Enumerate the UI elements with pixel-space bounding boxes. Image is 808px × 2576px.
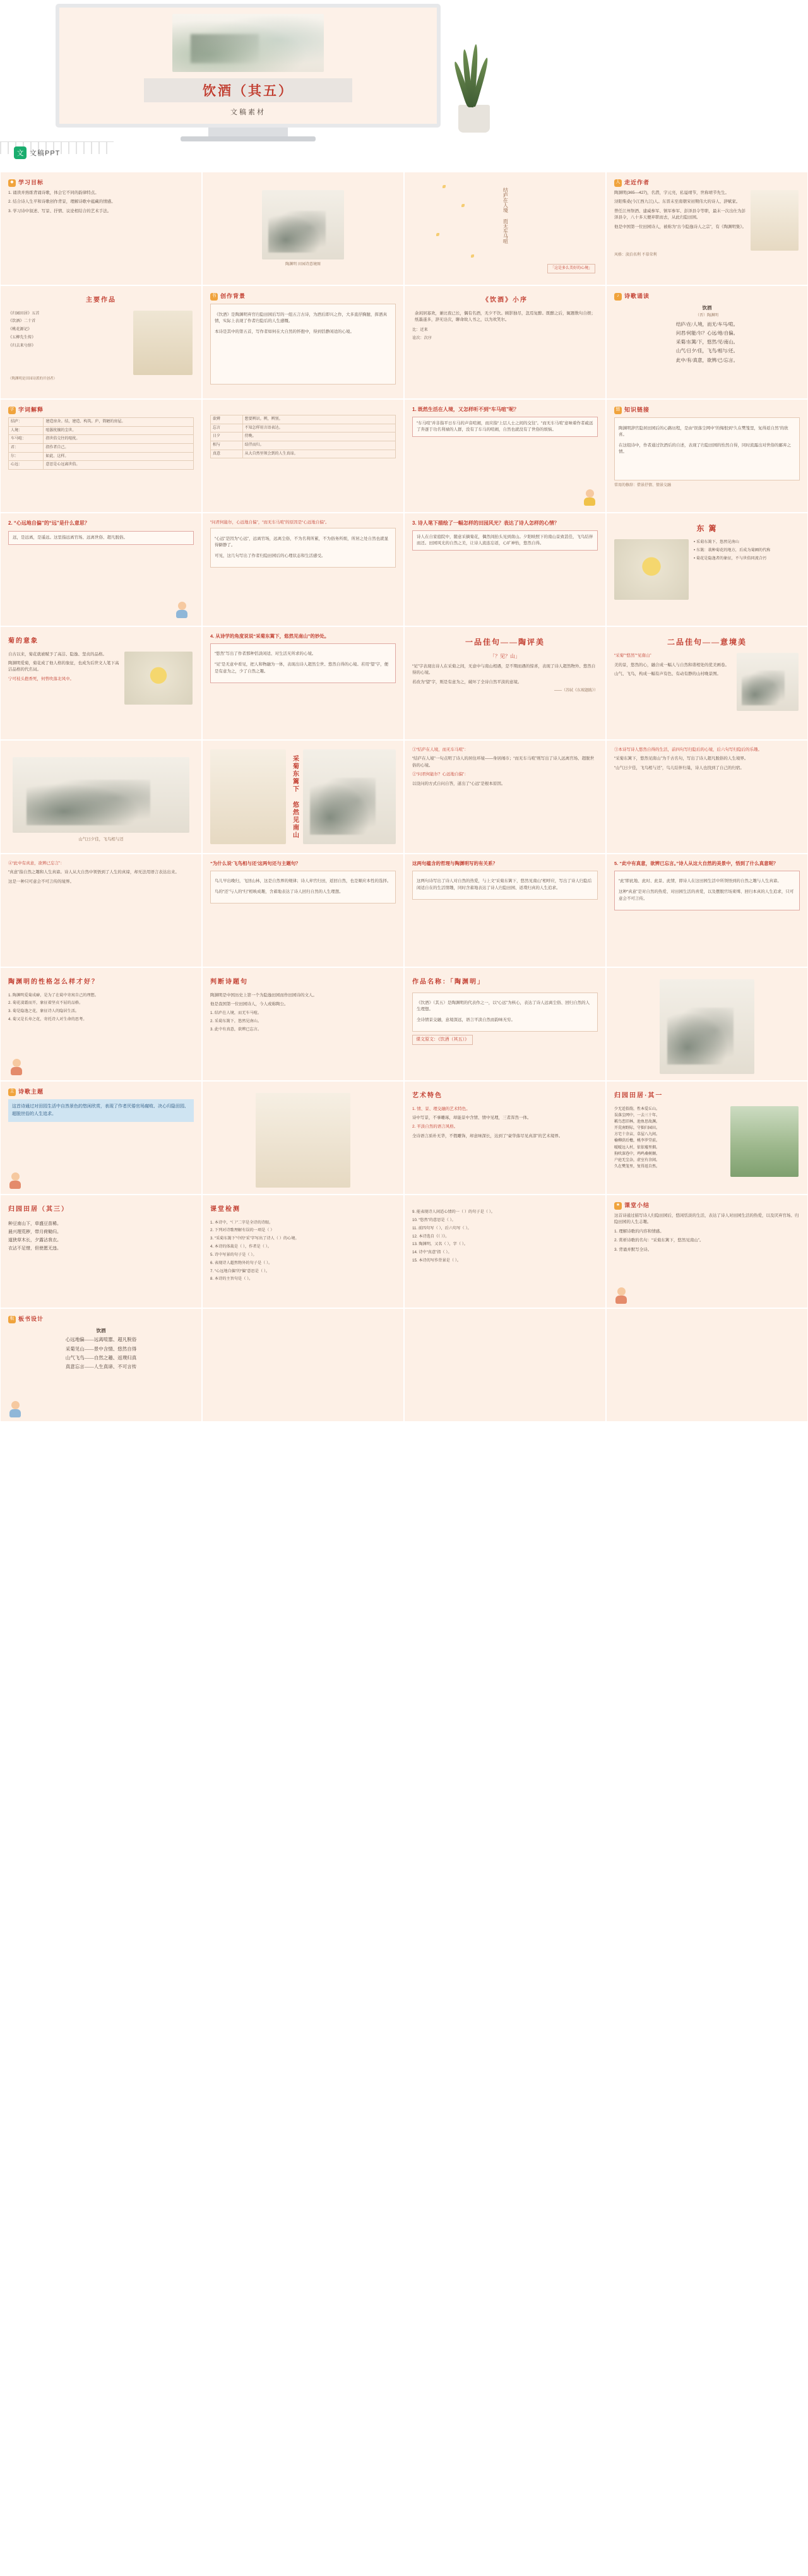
kid-illustration [9,1059,23,1075]
slide-heading: 板书设计 [18,1316,44,1322]
slide-line: 在这组诗中，作者通过饮酒后的自述，表现了归隐田园的怡然自得，同时流露出对世俗的鄙弃之情。 [619,443,791,455]
slide-title: 判断诗题句 [210,979,248,986]
ink-landscape-image [262,190,344,259]
page-subtitle: 文稿素材 [230,109,266,116]
slide-line: 若改为“望”字，则是有意为之，破坏了全诗自然平淡的意境。 [412,679,522,684]
explain-box [412,993,598,1032]
note-item: • 菊花是隐逸者的象征，不与世俗同流合污 [694,556,767,561]
brand-logo [14,146,60,159]
answer-box [210,643,396,683]
quiz-item: 11. 前四句写（ ），后六句写（ ）。 [412,1225,472,1231]
answer-box [412,417,598,438]
slide-placeholder [202,1308,404,1422]
flag-icon: 主 [8,1088,16,1096]
work-note: （陶渊明是田园诗派的开创者） [8,376,57,381]
slide-thumbnail[interactable] [202,740,404,854]
citation: ——（苏轼《东坡题跋》） [554,689,598,693]
list-item: 4. 菊又是长寿之花，寄托诗人对生命的思考。 [8,1017,87,1022]
slide-line: “采菊东篱下，悠然见南山”为千古名句，写出了诗人超凡脱俗的人生境界。 [614,756,749,761]
cover-illustration [172,14,324,72]
word-def: 意思是心远离世俗。 [44,461,194,470]
slide-thumbnail[interactable] [0,285,202,399]
slide-line: 他是我国第一位田园诗人，今人或称陶公。 [210,1001,288,1006]
image-caption: 山气日夕佳，飞鸟相与还 [78,837,124,842]
answer-text: 这种“真意”是对自然的热爱、对田园生活的喜爱，以及摆脱官场束缚、回归本真的人生追求，只可意会不可言传。 [619,890,794,901]
word-def: 喧嚣扰攘的尘世。 [44,426,194,435]
poem-line: 问君/何能/尔？心远/地/自偏。 [675,330,739,336]
slide-thumbnail[interactable] [606,513,808,626]
slide-line: 全诗情景交融，意境深远，语言平淡自然而韵味无穷。 [417,1018,515,1023]
slide-title: 东 篱 [696,524,718,533]
slide-thumbnail[interactable] [202,1195,404,1308]
slide-line: 自古以来，菊花就被赋予了高洁、隐逸、坚贞的品格。 [8,652,107,657]
slide-title: 陶渊明的性格怎么样才好？ [8,979,99,986]
word-term: 车马喧： [9,435,44,444]
slide-thumbnail[interactable] [606,967,808,1081]
work-item: 《桃花源记》 [8,327,32,332]
slide-thumbnail[interactable] [404,740,606,854]
scholar-figure-image [210,749,286,844]
slide-line: 曾任江州祭酒、建威参军、镇军参军、彭泽县令等职，最末一次出仕为彭泽县令，八十多天便弃职而去，从此归隐田园。 [614,208,746,220]
slide-thumbnail[interactable] [404,854,606,967]
work-item: 《归去来兮辞》 [8,343,36,348]
poem-line: 羁鸟恋旧林，池鱼思故渊。 [614,1119,660,1124]
slide-line: 陶渊明辞官隐居田园后的心路历程，是由“误落尘网中”的悔恨到“久在樊笼里，复得返自然”的欣喜。 [619,426,788,437]
slide-heading: 诗歌诵读 [624,293,650,299]
plant-decoration [449,44,499,133]
slide-line: 以设问的方式自问自答，道出了“心远”是根本原因。 [412,781,506,786]
slide-thumbnail[interactable] [606,285,808,399]
poem-line: 山气飞鸟——自然之趣、返璞归真 [65,1354,137,1361]
slide-title: 课堂检测 [210,1206,241,1213]
quiz-item: 12. 本诗选自《（ ）》。 [412,1234,449,1239]
slide-thumbnail[interactable] [606,740,808,854]
poem-line: 户庭无尘杂，虚室有余闲。 [614,1159,660,1162]
slide-thumbnail[interactable] [202,1081,404,1195]
answer-text: “此”即此地、此时、此景、此情，即诗人在这田园生活中所领悟到的自然之趣与人生真谛。 [619,879,781,884]
ink-willow-image [660,979,754,1074]
word-def: 指世俗交往的喧扰。 [44,435,194,444]
slide-heading: 课堂小结 [624,1202,650,1208]
note-item: • 采菊东篱下，悠然见南山 [694,540,739,545]
speaker-icon: ♪ [614,293,622,301]
slide-line: 浔阳柴桑(今江西九江)人。东晋末至南朝宋初期伟大的诗人、辞赋家。 [614,200,740,205]
quiz-item: 15. 本诗的写作背景是（ ）。 [412,1258,461,1263]
answer-text: “见”是无意中看见，把人和物融为一体，表现出诗人超然尘世、悠然自得的心境。若用“望”字，便是有意为之，少了自然之趣。 [215,662,389,674]
poem-line: 山气/日夕/佳，飞鸟/相与/还。 [675,348,739,354]
board-icon: 板 [8,1316,16,1323]
slide-thumbnail[interactable] [202,854,404,967]
question-text: 4. 从诗学的角度说说“采菊东篱下，悠然见南山”的妙处。 [210,633,330,639]
word-note: 比：近来 [412,328,428,333]
explain-box [210,528,396,568]
quiz-item: 1. 本诗中，“（ ）”二字是全诗的诗眼。 [210,1220,273,1225]
slide-line: 陶渊明(365—427)，名潜，字元亮，私谥靖节，世称靖节先生。 [614,191,730,196]
slide-thumbnail[interactable] [202,513,404,626]
green-field-image [730,1106,799,1177]
hero-banner [0,0,808,172]
explain-box [412,871,598,900]
slide-thumbnail[interactable] [404,399,606,513]
slide-thumbnail[interactable] [404,513,606,626]
slide-thumbnail[interactable] [202,172,404,285]
cover-title-band [144,78,352,102]
slide-line: 1. 理解诗歌的内容和情感。 [614,1229,664,1234]
slide-heading: 创作背景 [220,293,246,299]
slide-poem-line: 宁可枝头抱香死，何曾吹落北风中。 [8,676,74,681]
slide-thumbnail[interactable] [404,967,606,1081]
slide-thumbnail[interactable] [606,854,808,967]
slide-subtitle: 「？见？山」 [490,653,520,660]
slide-line: 这首诗通过描写诗人归隐田园后，悠闲恬淡的生活，表达了诗人对田园生活的热爱，以及厌弃官场、归隐田园的人生志趣。 [614,1213,799,1225]
quiz-item: 2. 下列对诗歌理解有误的一项是（ ） [210,1228,275,1233]
quiz-item: 7. “心远地自偏”的“偏”意思是（ ）。 [210,1268,270,1273]
poem-line: 心远地偏——远离喧嚣、超凡脱俗 [65,1337,137,1343]
poem-line: 狗吠深巷中，鸡鸣桑树颠。 [614,1152,660,1156]
slide-line: 这是一种只可意会不可言传的境界。 [8,879,74,884]
link-note: 常用的修辞：借景抒情、情景交融 [614,484,672,488]
slide-line: 诗中写景，不事雕琢，却能景中含情、情中见理，三者浑然一体。 [412,1115,532,1120]
slide-line: ③本诗写诗人悠然自得的生活，前四句写归隐后的心境，后六句写归隐后的乐趣。 [614,748,762,752]
slide-thumbnail[interactable] [0,1308,202,1422]
poem-line: 采菊/东篱/下，悠然/见/南山。 [675,339,739,345]
slide-thumbnail[interactable] [202,967,404,1081]
slide-title: 艺术特色 [412,1092,443,1099]
quiz-item: 5. 诗中写景的句子是（ ）。 [210,1252,257,1257]
slide-subtitle: “采菊”“悠然”“见南山” [614,653,651,659]
slide-thumbnail[interactable] [0,740,202,854]
chrysanthemum-image [614,539,689,600]
word-term: 日夕 [211,432,243,441]
quiz-item: 13. 陶渊明，又名（ ），字（ ）。 [412,1242,468,1247]
kid-illustration [175,602,189,618]
slide-thumbnail[interactable] [202,399,404,513]
slide-line: 山气、飞鸟，构成一幅有声有色、有动有静的山村晚景图。 [614,672,721,677]
question-text: 2. “心远地自偏”的“远”是什么意思？ [8,520,90,526]
answer-text: 远，是远离，是遥远。这里指远离官场、远离世俗、超凡脱俗。 [13,535,128,540]
slide-thumbnail[interactable] [404,1081,606,1195]
quiz-item: 9. 能表现诗人闲适心情的一（ ）的句子是（ ）。 [412,1210,495,1214]
slide-thumbnail[interactable] [0,626,202,740]
word-term: 结庐： [9,418,44,427]
slide-line: 2. 结合诗人生平和诗歌创作背景，理解诗歌中蕴藏的情感。 [8,200,116,205]
slide-heading: 诗歌主题 [18,1088,44,1095]
answer-box [412,530,598,551]
poem-line: 误落尘网中，一去三十年。 [614,1113,660,1118]
answer-text: “车马喧”并非指平日车马的声音喧闹，而应指“上层人士之间的交往”。“而无车马喧”意味着作者疏远了奔逐于功名利禄的人群，没有了车马的喧闹，自然也就没有了世俗的烦恼。 [417,420,593,432]
source-note: 课文原文：《饮酒（其五）》 [412,1035,473,1045]
poem-line: 开荒南野际，守拙归园田。 [614,1126,660,1131]
word-term: 欲辨 [211,415,243,424]
page-title: 饮酒（其五） [203,83,294,98]
ink-mountain-image [303,749,396,844]
slide-title: “为什么说‘飞鸟相与还’这两句还与主题句？ [210,861,300,866]
poem-line: 此中/有/真意，欲辨/已/忘言。 [675,357,739,363]
slide-line: 陶渊明爱菊，菊花成了他人格的象征，也成为后世文人笔下高洁品格的代名词。 [8,660,119,672]
slide-thumbnail[interactable] [0,513,202,626]
quiz-item: 10. “悠然”的意思是（ ）。 [412,1217,456,1222]
slide-line: 陶渊明是中国历史上第一个为隐逸田园而作田园诗的文人。 [210,993,317,998]
slide-line: “山气日夕佳，飞鸟相与还”，鸟儿结伴归巢，诗人也找到了自己的归宿。 [614,765,744,770]
slide-heading: 知识链接 [624,407,650,413]
author-style-note: 风格：淡泊名利 不慕荣利 [614,253,657,258]
answer-text: “悠然”写出了作者那种恬淡闲适、对生活无所求的心境。 [215,652,316,657]
quiz-item: 4. 本诗的体裁是（ ），作者是（ ）。 [210,1244,271,1249]
slide-placeholder [606,1308,808,1422]
answer-text: 诗人在自家庭院中，随意采摘菊花，偶然间抬头见到南山。夕阳映照下的南山景致甚佳，飞鸟结伴而还。田园风光的自然之美，让诗人流连忘返，心旷神怡，悠然自得。 [417,534,593,546]
word-def: 不知怎样用言语表达。 [242,424,395,432]
list-item: 1. 结庐在人境，而无车马喧。 [210,1011,262,1016]
slide-line: “结庐在人境”一句点明了诗人的居住环境——身居闹市；“而无车马喧”则写出了诗人远离官场、超脱世俗的心境。 [412,756,595,768]
slide-line: “心远”是因为“心远”，远离官场，远离尘俗，不为名利所累，不为俗务所烦，所居之处自然也就显得僻静了。 [215,536,389,548]
link-icon: 链 [614,407,622,414]
slide-heading: 字词解释 [18,407,44,413]
slide-line: 鸟的“还”与人的“归”相映成趣，含蓄地表达了诗人回归自然的人生理想。 [215,890,343,895]
theme-box: 这首诗通过对田园生活中自然景色的悠闲欣赏，表现了作者厌倦官场腐败、决心归隐田园、超脱世俗的人生追求。 [8,1099,194,1122]
work-item: 《五柳先生传》 [8,335,36,340]
slide-grid [0,172,808,1422]
slide-line: “真意”指自然之趣和人生真谛。诗人从大自然中领悟到了人生的真谛，却无法用语言表达出来。 [8,870,179,875]
slide-thumbnail[interactable] [0,1081,202,1195]
quiz-item: 3. “采菊东篱下”中的“采”字写出了诗人（ ）的心境。 [210,1236,299,1241]
explain-box [210,871,396,903]
word-def: 指作者自己。 [44,444,194,453]
poem-note: 「这是多么美好的心境」 [547,264,595,273]
slide-line: 余闲居寡欢，兼比夜已长，偶有名酒，无夕不饮。顾影独尽，忽焉复醉。既醉之后，辄题数句自娱；纸墨遂多，辞无诠次，聊命故人书之，以为欢笑尔。 [415,311,595,322]
slide-thumbnail[interactable] [606,399,808,513]
chrysanthemum-image [124,652,193,705]
slide-line: 3. 背诵并默写全诗。 [614,1247,652,1252]
slide-thumbnail[interactable] [404,1195,606,1308]
word-def: 建造房舍。结，建造、构筑。庐，简陋的房屋。 [44,418,194,427]
poem-line: 久在樊笼里，复得返自然。 [614,1165,660,1169]
slide-line: 1. 诵读并熟练背诵诗歌，体会它不同的韵律特点。 [8,191,99,196]
author-icon: 人 [614,179,622,187]
poem-line: 榆柳荫后檐，桃李罗堂前。 [614,1139,660,1143]
slide-title: 菊的意象 [8,638,39,645]
slide-thumbnail[interactable] [606,172,808,285]
slide-thumbnail[interactable] [404,172,606,285]
slide-thumbnail[interactable] [0,1195,202,1308]
question-text: 3. 诗人笔下描绘了一幅怎样的田园风光？表达了诗人怎样的心情？ [412,520,559,526]
monitor-mockup [56,4,441,128]
slide-title: 《饮酒》小序 [482,297,528,304]
quiz-item: 14. 诗中“真意”指（ ）。 [412,1250,452,1255]
slide-title: 二品佳句——意境美 [667,638,747,647]
slide-thumbnail[interactable] [0,172,202,285]
slide-line: 他是中国第一位田园诗人，被称为“古今隐逸诗人之宗”，有《陶渊明集》。 [614,224,747,229]
slide-line: 全诗语言质朴无华，不假雕饰，却意味深长，达到了“豪华落尽见真淳”的艺术境界。 [412,1133,563,1138]
poem-line: 晨兴理荒秽，带月荷锄归。 [8,1229,61,1234]
work-item: 《饮酒》二十首 [8,319,36,324]
slide-placeholder [404,1308,606,1422]
poem-line: 衣沾不足惜，但使愿无违。 [8,1246,61,1251]
slide-line: 3. 学习诗中叙述、写景、抒情、议论相结合的艺术手法。 [8,208,112,213]
poem-author: （晋）陶渊明 [695,314,718,318]
word-term: 人境： [9,426,44,435]
slide-thumbnail[interactable] [0,854,202,967]
word-term: 尔： [9,452,44,461]
question-text: 5. “此中有真意，欲辨已忘言。”诗人从这大自然的美景中，悟到了什么真意呢？ [614,861,778,866]
ink-painting-image [737,653,799,711]
slide-thumbnail[interactable] [0,967,202,1081]
word-table [210,415,396,458]
slide-title: 归园田居（其三） [8,1206,69,1213]
list-item: 1. 陶渊明爱菊成癖，是为了在菊中寄寓自己的理想。 [8,993,99,998]
poem-line: 结庐/在/人境，而无/车马/喧。 [675,321,739,327]
word-term: 真意 [211,450,243,458]
poem-line: 少无适俗韵，性本爱丘山。 [614,1107,660,1111]
slide-title: 作品名称：「陶渊明」 [412,979,485,986]
logo-text: 文稿PPT [30,150,61,157]
question-text: 1. 既然生活在人境，又怎样听不到“车马喧”呢？ [412,407,519,412]
list-item: 3. 此中有真意，欲辨已忘言。 [210,1027,262,1032]
poem-title: 饮酒 [702,305,712,311]
slide-line: ②“问君何能尔？心远地自偏”： [412,772,468,777]
quiz-item: 8. 本诗的主旨句是（ ）。 [210,1277,253,1282]
vertical-title: 采菊东篱下 悠然见南山 [291,754,299,839]
slide-thumbnail[interactable] [0,399,202,513]
poem-title: 饮酒 [96,1328,106,1334]
quiz-item: 6. 表现诗人超然物外的句子是（ ）。 [210,1260,273,1265]
slide-heading: 学习目标 [18,179,44,186]
word-term: 君： [9,444,44,453]
vertical-poem: 结庐在人境 而无车马喧 [502,188,509,244]
work-item: 《归园田居》五首 [8,311,40,316]
slide-line: 美的景，悠然的心，融合成一幅人与自然和谐相处的优美画卷。 [614,662,729,667]
list-item: 2. 采菊东篱下，悠然见南山。 [210,1019,262,1024]
word-term: 相与 [211,441,243,450]
word-term: 忘言 [211,424,243,432]
star-icon: ★ [614,1202,622,1210]
list-item: 3. 菊是隐逸之花，象征诗人的隐居生活。 [8,1009,80,1014]
works-illustration [133,311,193,375]
logo-mark: 文 [14,146,27,159]
slide-line: 鸟儿早出晚归，飞回山林，这是自然界的规律；诗人弃官归田，返回自然，也是顺应本性的选择。 [215,879,391,884]
slide-title: 一品佳句——陶评美 [465,638,545,647]
slide-line: 1. 情、景、理交融的艺术特色。 [412,1106,470,1111]
slide-line: ①“结庐在人境，而无车马喧”： [412,748,468,752]
image-caption: 陶渊明 田园诗意境图 [285,263,321,266]
word-def: 傍晚。 [242,432,395,441]
poem-line: 方宅十余亩，草屋八九间。 [614,1133,660,1137]
word-def: 从大自然里领会到的人生真谛。 [242,450,395,458]
word-def: 如此、这样。 [44,452,194,461]
kid-illustration [8,1401,22,1417]
slide-heading: 主要作品 [86,297,116,304]
poem-line: 采菊见山——景中含情、悠然自得 [65,1345,137,1352]
slide-title: 这两句蕴含的哲理与陶渊明写的有关系？ [412,861,497,866]
slide-line: “见”字表现出诗人在采菊之间，无意中与南山相遇，是不期而遇的惊喜，表现了诗人超然物外、悠然自得的心境。 [412,664,596,676]
slide-title: 归园田居·其一 [614,1092,663,1099]
word-table [8,417,194,470]
author-portrait-image [751,190,799,251]
slide-heading: 走近作者 [624,179,650,186]
answer-box [8,531,194,545]
kid-illustration [8,1172,22,1189]
slide-line: 《饮酒》（其五）是陶渊明的代表作之一，以“心远”为核心，表达了诗人远离尘俗、回归自然的人生理想。 [417,1001,590,1012]
poem-line: 真意忘言——人生真谛、不可言传 [65,1364,137,1370]
slide-thumbnail[interactable] [606,626,808,740]
monitor-base [181,136,316,141]
kid-illustration [583,489,597,506]
poem-line: 种豆南山下，草盛豆苗稀。 [8,1220,61,1226]
word-def: 结伴而归。 [242,441,395,450]
word-term: 心远： [9,461,44,470]
poem-line: 暧暧远人村，依依墟里烟。 [614,1145,660,1150]
book-icon: 书 [210,293,218,301]
slide-thumbnail[interactable] [202,285,404,399]
answer-box [614,871,800,910]
slide-line: 2. 赏析诗歌的名句：“采菊东篱下，悠然见南山”。 [614,1238,704,1243]
word-def: 想要辨识。辨，辨别。 [242,415,395,424]
ink-mountain-image [13,757,189,833]
walking-scholar-image [256,1093,350,1188]
slide-line: ④“此中有真意，欲辨已忘言”： [8,861,64,866]
note-item: • 东篱：栽种菊花的地方，后成为菊圃的代称 [694,548,771,553]
slide-thumbnail[interactable] [202,626,404,740]
target-icon: ◆ [8,179,16,187]
slide-thumbnail[interactable] [606,1195,808,1308]
slide-thumbnail[interactable] [404,285,606,399]
slide-thumbnail[interactable] [606,1081,808,1195]
slide-quote: “问君何能尔，心远地自偏”，“而无车马喧”的原因是“心远地自偏”。 [210,520,330,525]
slide-thumbnail[interactable] [404,626,606,740]
slide-line: 2. 平淡自然的语言风格。 [412,1124,458,1130]
slide-line: 这两句诗写出了诗人对自然的热爱，与上文“采菊东篱下，悠然见南山”相呼应，写出了诗人归隐后闲适自在的生活情趣，同时含蓄地表达了诗人归隐田园、返璞归真的人生追求。 [417,879,592,890]
slide-line: 本诗是其中的第五首，写作者如何在大自然的怀抱中，得到恬静闲适的心境。 [215,329,354,334]
slide-line: 可见，这几句写出了作者归隐田园后的心理状态和生活感受。 [215,554,326,559]
dictionary-icon: 字 [8,407,16,414]
list-item: 2. 菊花凌霜而开，象征着坚贞不屈的品格。 [8,1001,83,1006]
word-note: 诠次：次序 [412,336,432,341]
kid-illustration [614,1287,628,1304]
slide-line: 《饮酒》是陶渊明弃官归隐田园后写的一组五言古诗，为酒后即兴之作，大多直抒胸臆，挥洒真情，实际上表现了作者归隐后的人生感慨。 [215,312,387,323]
poem-line: 道狭草木长，夕露沾我衣。 [8,1237,61,1243]
